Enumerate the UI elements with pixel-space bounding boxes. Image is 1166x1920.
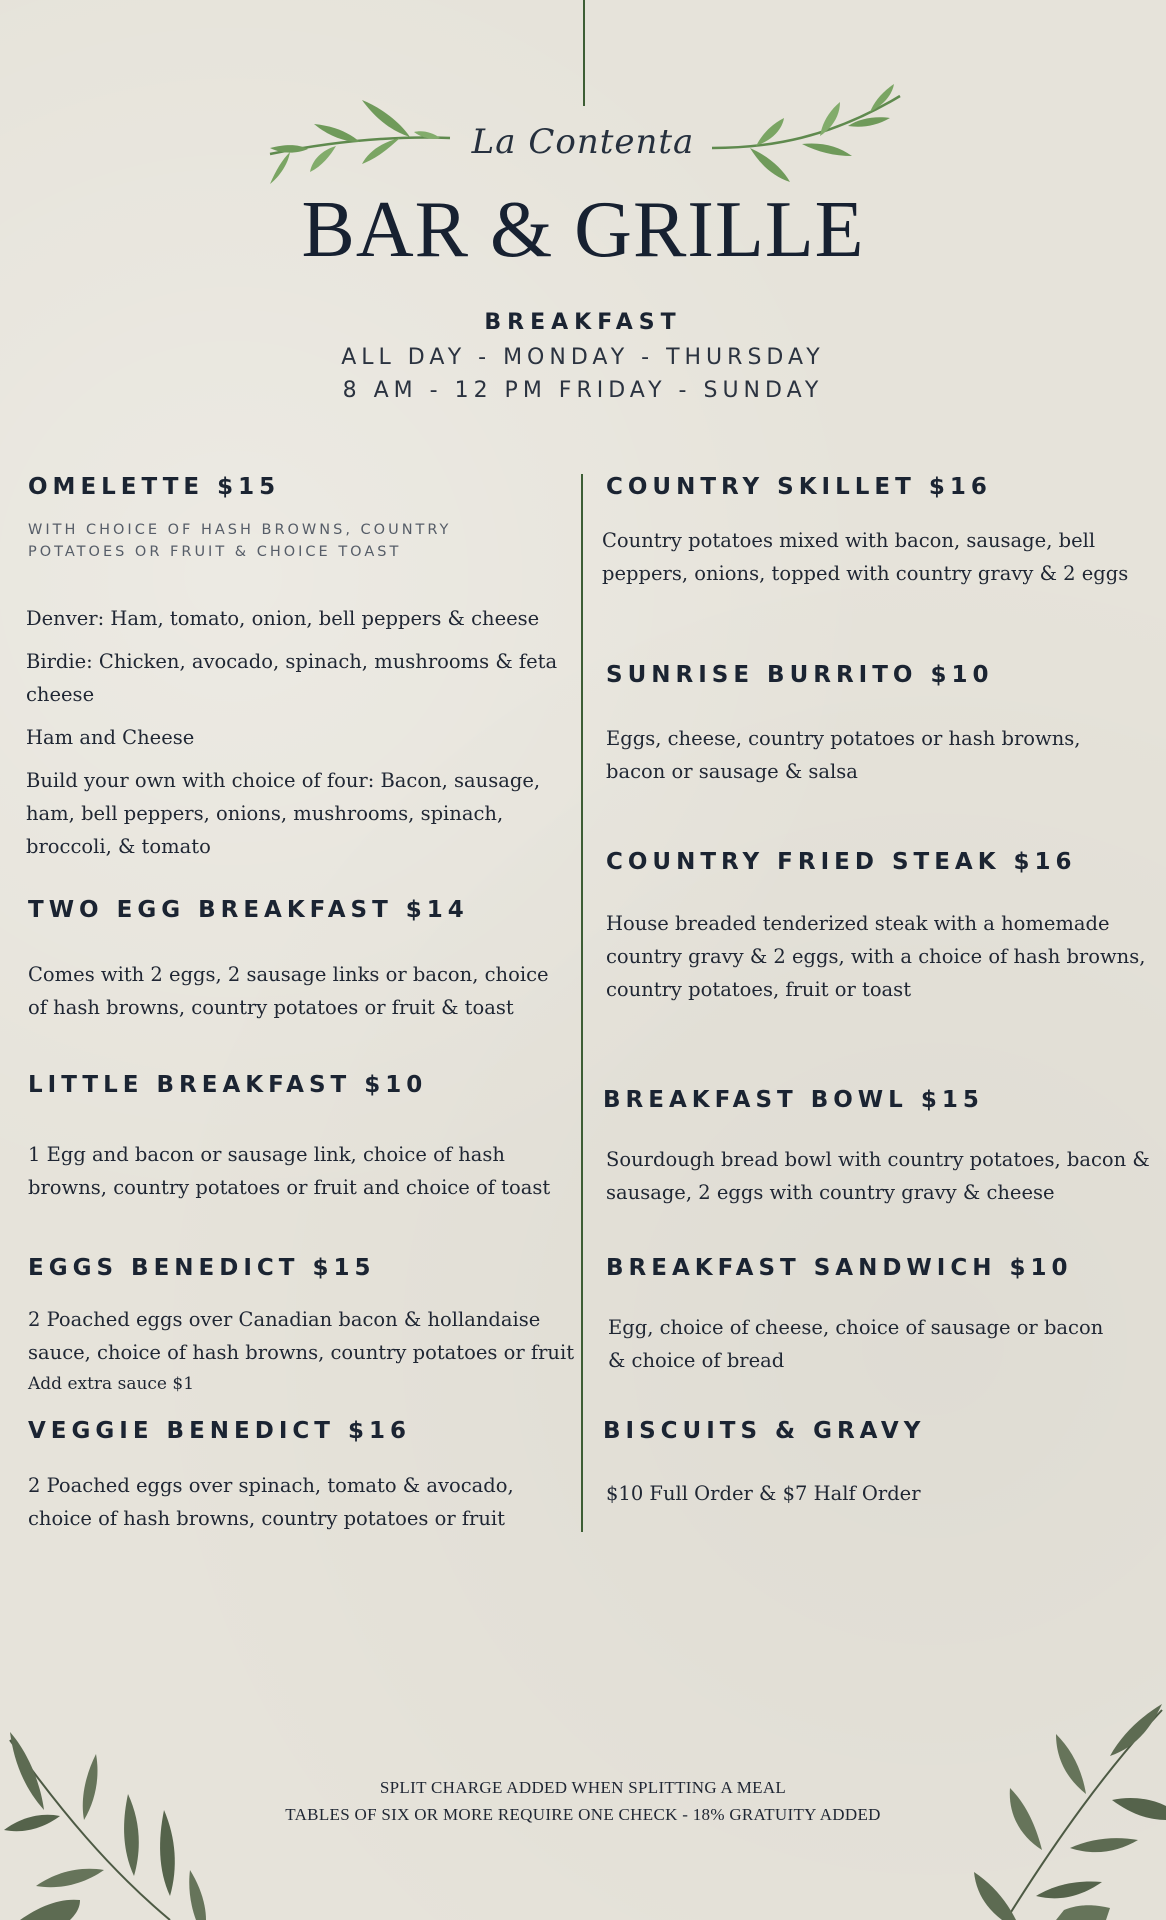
- little-breakfast-title: LITTLE BREAKFAST $10: [28, 1072, 428, 1098]
- skillet-desc-line-1: Country potatoes mixed with bacon, sausage, bell: [602, 529, 1096, 552]
- section-title: BREAKFAST: [484, 310, 682, 335]
- breakfast-sandwich-title: BREAKFAST SANDWICH $10: [606, 1255, 1073, 1281]
- omelette-title: OMELETTE $15: [28, 474, 281, 500]
- column-divider: [581, 474, 583, 1532]
- omelette-build-line-1: Build your own with choice of four: Bacon, sausage,: [26, 769, 541, 792]
- hours-line-2: 8 AM - 12 PM FRIDAY - SUNDAY: [342, 378, 824, 403]
- top-vertical-line: [583, 0, 585, 106]
- country-skillet-title: COUNTRY SKILLET $16: [606, 474, 992, 500]
- omelette-ham-cheese: Ham and Cheese: [26, 726, 195, 749]
- sandwich-desc-line-1: Egg, choice of cheese, choice of sausage or bacon: [608, 1316, 1104, 1339]
- brand-title: BAR & GRILLE: [301, 186, 865, 274]
- omelette-subtitle-line-2: POTATOES OR FRUIT & CHOICE TOAST: [28, 544, 402, 560]
- little-desc-line-2: browns, country potatoes or fruit and choice of toast: [28, 1176, 551, 1199]
- corner-leaves-right-icon: [906, 1700, 1166, 1920]
- skillet-desc-line-2: peppers, onions, topped with country gravy & 2 eggs: [602, 562, 1129, 585]
- veggie-benedict-title: VEGGIE BENEDICT $16: [28, 1418, 411, 1444]
- restaurant-script-name: La Contenta: [471, 122, 695, 162]
- steak-desc-line-2: country gravy & 2 eggs, with a choice of hash browns,: [606, 945, 1146, 968]
- bowl-desc-line-2: sausage, 2 eggs with country gravy & cheese: [606, 1181, 1055, 1204]
- eggs-benedict-desc-line-2: sauce, choice of hash browns, country potatoes or fruit: [28, 1341, 575, 1364]
- omelette-denver: Denver: Ham, tomato, onion, bell peppers & cheese: [26, 607, 540, 630]
- omelette-birdie-line-1: Birdie: Chicken, avocado, spinach, mushrooms & feta: [26, 650, 558, 673]
- two-egg-desc-line-2: of hash browns, country potatoes or fruit & toast: [28, 996, 514, 1019]
- footer-line-2: TABLES OF SIX OR MORE REQUIRE ONE CHECK - 18% GRATUITY ADDED: [285, 1805, 881, 1824]
- omelette-birdie-line-2: cheese: [26, 683, 95, 706]
- two-egg-title: TWO EGG BREAKFAST $14: [28, 897, 469, 923]
- country-fried-steak-title: COUNTRY FRIED STEAK $16: [606, 849, 1077, 875]
- bowl-desc-line-1: Sourdough bread bowl with country potatoes, bacon &: [606, 1148, 1150, 1171]
- steak-desc-line-3: country potatoes, fruit or toast: [606, 978, 912, 1001]
- veggie-benedict-desc-line-2: choice of hash browns, country potatoes or fruit: [28, 1507, 506, 1530]
- sunrise-burrito-title: SUNRISE BURRITO $10: [606, 662, 994, 688]
- eggs-benedict-title: EGGS BENEDICT $15: [28, 1255, 376, 1281]
- eggs-benedict-desc-line-1: 2 Poached eggs over Canadian bacon & hollandaise: [28, 1308, 541, 1331]
- omelette-build-line-2: ham, bell peppers, onions, mushrooms, spinach,: [26, 802, 504, 825]
- footer-line-1: SPLIT CHARGE ADDED WHEN SPLITTING A MEAL: [379, 1778, 787, 1797]
- eggs-benedict-extra: Add extra sauce $1: [28, 1374, 195, 1394]
- burrito-desc-line-1: Eggs, cheese, country potatoes or hash browns,: [606, 727, 1081, 750]
- two-egg-desc-line-1: Comes with 2 eggs, 2 sausage links or bacon, choice: [28, 963, 549, 986]
- hours-line-1: ALL DAY - MONDAY - THURSDAY: [341, 345, 825, 370]
- omelette-subtitle-line-1: WITH CHOICE OF HASH BROWNS, COUNTRY: [28, 522, 452, 538]
- little-desc-line-1: 1 Egg and bacon or sausage link, choice of hash: [28, 1143, 505, 1166]
- omelette-build-line-3: broccoli, & tomato: [26, 835, 211, 858]
- breakfast-bowl-title: BREAKFAST BOWL $15: [603, 1087, 984, 1113]
- corner-leaves-left-icon: [0, 1720, 260, 1920]
- biscuits-gravy-title: BISCUITS & GRAVY: [603, 1418, 926, 1444]
- biscuits-desc: $10 Full Order & $7 Half Order: [606, 1482, 921, 1505]
- burrito-desc-line-2: bacon or sausage & salsa: [606, 760, 858, 783]
- steak-desc-line-1: House breaded tenderized steak with a homemade: [606, 912, 1110, 935]
- veggie-benedict-desc-line-1: 2 Poached eggs over spinach, tomato & avocado,: [28, 1474, 514, 1497]
- sandwich-desc-line-2: & choice of bread: [608, 1349, 785, 1372]
